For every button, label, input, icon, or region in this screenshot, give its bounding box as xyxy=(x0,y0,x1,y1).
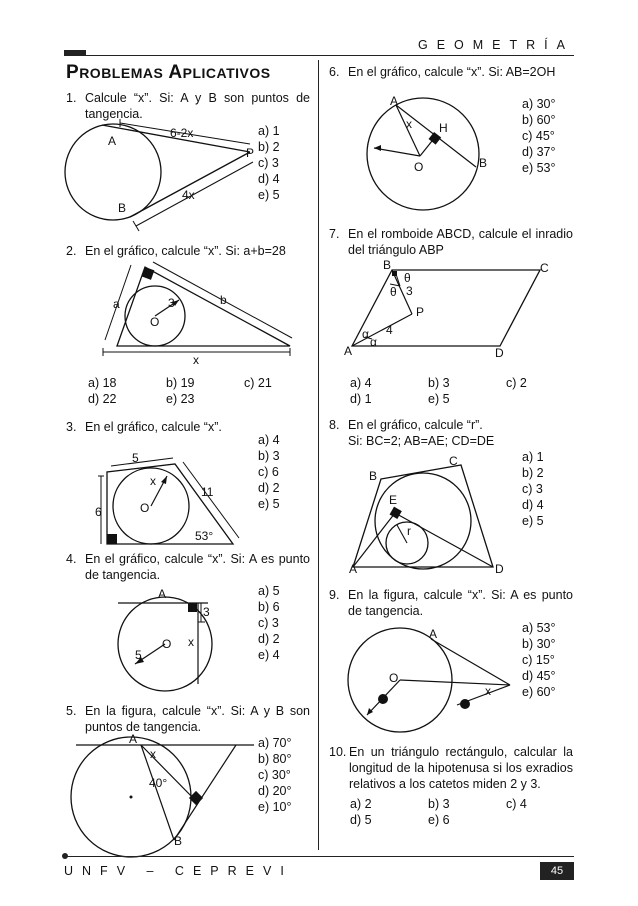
label-a: a xyxy=(113,297,120,311)
label-o: O xyxy=(150,315,160,329)
options-10: a) 2 b) 3 c) 4 d) 5 e) 6 xyxy=(350,797,527,827)
options-9: a) 53° b) 30° c) 15° d) 45° e) 60° xyxy=(522,621,556,699)
label-c: C xyxy=(540,261,549,275)
label-o: O xyxy=(414,160,424,174)
label-b: B xyxy=(369,469,378,483)
label-three: 3 xyxy=(203,605,210,619)
footer-org: UNFV – CEPREVI xyxy=(64,864,293,878)
options-4: a) 5 b) 6 c) 3 d) 2 e) 4 xyxy=(258,584,280,662)
problem-1: 1. Calcule “x”. Si: A y B son puntos de tangencia. xyxy=(66,91,310,121)
figure-6 xyxy=(366,96,506,216)
label-six: 6 xyxy=(95,505,102,519)
problem-8: 8. En el gráfico, calcule “r”. Si: BC=2; AB=AE; CD=DE xyxy=(329,417,573,449)
label-d: D xyxy=(495,346,504,360)
label-b: b xyxy=(220,293,227,307)
problem-10-text: En un triángulo rectángulo, calcular la longitud de la hipotenusa si los exradios relativos a los catetos miden 2 y 3. xyxy=(349,745,573,791)
label-e: E xyxy=(389,493,398,507)
label-x: x xyxy=(485,684,491,698)
figure-7 xyxy=(340,258,560,358)
page-number: 45 xyxy=(540,862,574,880)
label-a: A xyxy=(390,94,399,108)
label-x: x xyxy=(150,747,156,761)
label-x: x xyxy=(193,353,199,367)
label-angle: 40° xyxy=(149,776,168,790)
label-h: H xyxy=(439,121,448,135)
problem-9-text: En la figura, calcule “x”. Si: A es punto de tangencia. xyxy=(348,588,573,618)
label-eleven: 11 xyxy=(201,485,214,499)
label-o: O xyxy=(140,501,150,515)
figure-1 xyxy=(60,120,260,235)
section-title: PROBLEMAS APLICATIVOS xyxy=(66,62,271,83)
label-five: 5 xyxy=(135,648,142,662)
label-five: 5 xyxy=(132,451,139,465)
label-b: B xyxy=(174,834,183,848)
options-5: a) 70° b) 80° c) 30° d) 20° e) 10° xyxy=(258,736,292,814)
label-a: A xyxy=(129,732,138,746)
figure-3 xyxy=(95,440,245,550)
label-alpha-1: α xyxy=(362,327,369,341)
label-x: x xyxy=(150,474,156,488)
problem-8-text: En el gráfico, calcule “r”. Si: BC=2; AB=AE; CD=DE xyxy=(348,418,495,448)
problem-1-text: Calcule “x”. Si: A y B son puntos de tangencia. xyxy=(85,91,310,121)
label-b: B xyxy=(118,201,127,215)
header-subject: GEOMETRÍA xyxy=(417,38,574,52)
label-theta-1: θ xyxy=(404,271,411,285)
label-d: D xyxy=(495,562,504,576)
problem-6-text: En el gráfico, calcule “x”. Si: AB=2OH xyxy=(348,65,556,79)
label-a: A xyxy=(108,134,117,148)
options-6: a) 30° b) 60° c) 45° d) 37° e) 53° xyxy=(522,97,556,175)
problem-6: 6. En el gráfico, calcule “x”. Si: AB=2OH xyxy=(329,64,573,80)
label-theta-2: θ xyxy=(390,285,397,299)
problem-5: 5. En la figura, calcule “x”. Si: A y B son puntos de tangencia. xyxy=(66,704,310,734)
footer-rule xyxy=(64,856,574,857)
problem-10: 10. En un triángulo rectángulo, calcular la longitud de la hipotenusa si los exradios relativos a los catetos miden 2 y 3. xyxy=(329,745,573,791)
header-rule xyxy=(64,55,574,56)
label-x: x xyxy=(406,117,412,131)
label-o: O xyxy=(389,671,399,685)
label-p: P xyxy=(246,146,255,160)
problem-7: 7. En el romboide ABCD, calcule el inradio del triángulo ABP xyxy=(329,227,573,257)
figure-4 xyxy=(110,586,220,691)
label-radius: 3 xyxy=(168,296,175,310)
figure-2 xyxy=(95,262,295,367)
problem-5-text: En la figura, calcule “x”. Si: A y B son puntos de tangencia. xyxy=(85,704,310,734)
problem-4: 4. En el gráfico, calcule “x”. Si: A es punto de tangencia. xyxy=(66,552,310,582)
options-7: a) 4 b) 3 c) 2 d) 1 e) 5 xyxy=(350,376,527,406)
label-r: r xyxy=(407,524,411,538)
column-divider xyxy=(318,60,319,850)
figure-8 xyxy=(345,455,515,575)
label-angle: 53° xyxy=(195,529,214,543)
label-bottom: 4x xyxy=(182,188,195,202)
label-a: A xyxy=(344,344,353,358)
problem-2-text: En el gráfico, calcule “x”. Si: a+b=28 xyxy=(85,244,286,258)
options-2: a) 18 b) 19 c) 21 d) 22 e) 23 xyxy=(88,376,272,406)
problem-7-text: En el romboide ABCD, calcule el inradio del triángulo ABP xyxy=(348,227,573,257)
label-x: x xyxy=(188,635,194,649)
problem-2: 2. En el gráfico, calcule “x”. Si: a+b=28 xyxy=(66,243,310,259)
figure-5 xyxy=(66,733,256,848)
label-p: P xyxy=(416,305,425,319)
label-a: A xyxy=(429,627,438,641)
label-a: A xyxy=(349,562,358,576)
label-b: B xyxy=(383,258,392,272)
figure-9 xyxy=(345,625,515,725)
label-c: C xyxy=(449,454,458,468)
options-1: a) 1 b) 2 c) 3 d) 4 e) 5 xyxy=(258,124,280,202)
label-alpha-2: α xyxy=(370,335,377,349)
options-3: a) 4 b) 3 c) 6 d) 2 e) 5 xyxy=(258,433,280,511)
label-o: O xyxy=(162,637,172,651)
problem-3: 3. En el gráfico, calcule “x”. xyxy=(66,419,310,435)
problem-9: 9. En la figura, calcule “x”. Si: A es punto de tangencia. xyxy=(329,588,573,618)
options-8: a) 1 b) 2 c) 3 d) 4 e) 5 xyxy=(522,450,544,528)
problem-3-text: En el gráfico, calcule “x”. xyxy=(85,420,222,434)
label-four: 4 xyxy=(386,323,393,337)
label-b: B xyxy=(479,156,488,170)
problem-4-text: En el gráfico, calcule “x”. Si: A es punto de tangencia. xyxy=(85,552,310,582)
label-three: 3 xyxy=(406,284,413,298)
label-top: 6-2x xyxy=(170,126,194,140)
label-a: A xyxy=(158,587,167,601)
